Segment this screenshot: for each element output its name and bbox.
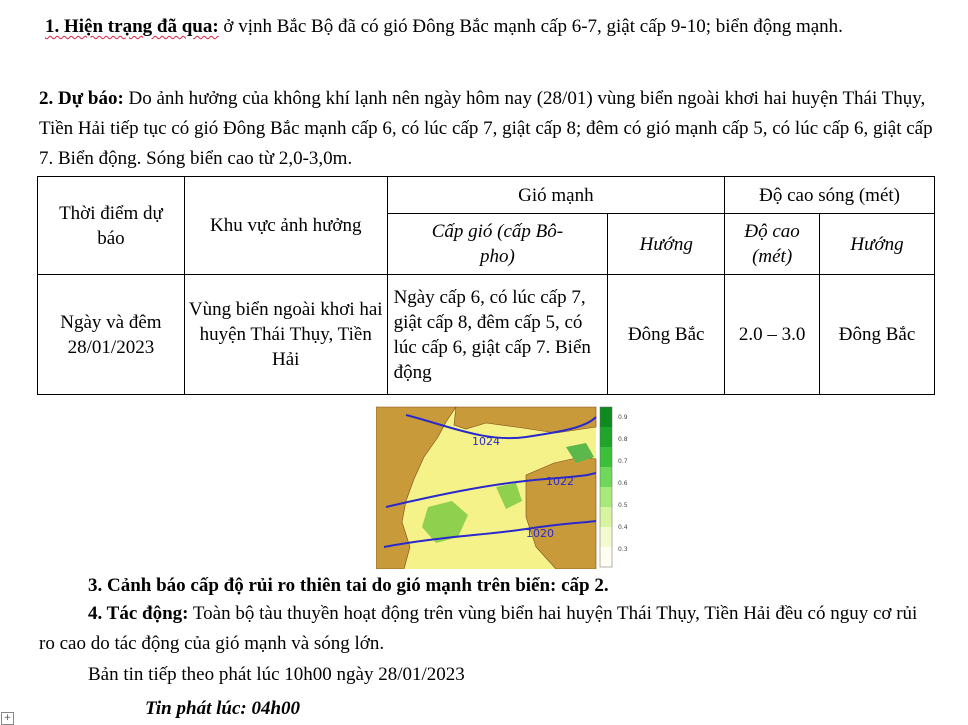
colorbar	[600, 407, 628, 567]
cell-wind-direction: Đông Bắc	[608, 275, 725, 395]
colorbar-tick: 0.6	[618, 480, 628, 487]
next-bulletin-note: Bản tin tiếp theo phát lúc 10h00 ngày 28/01/2023	[88, 664, 465, 685]
section-current-status	[39, 12, 935, 42]
colorbar-tick: 0.7	[618, 458, 628, 465]
section-2-text: Do ảnh hưởng của không khí lạnh nên ngày hôm nay (28/01) vùng biển ngoài khơi hai huyện Thái Thụy, Tiền Hải tiếp tục có gió Đông Bắc mạnh cấp 6, có lúc cấp 7, giật cấp 8; đêm có gió mạnh cấp 5, có lúc cấp 6, giật cấp 7. Biển động. Sóng biển cao từ 2,0-3,0m.	[39, 88, 933, 169]
isobar-label: 1020	[526, 527, 554, 540]
weather-map-image	[376, 397, 644, 569]
section-4-title: 4. Tác động:	[88, 603, 189, 624]
header-wind-direction: Hướng	[608, 214, 725, 275]
header-wave-height: Độ cao sóng (mét)	[725, 177, 935, 214]
cell-wind-level: Ngày cấp 6, có lúc cấp 7, giật cấp 8, đêm cấp 5, có lúc cấp 6, giật cấp 7. Biển động	[387, 275, 608, 395]
section-4-text: Toàn bộ tàu thuyền hoạt động trên vùng biển hai huyện Thái Thụy, Tiền Hải đều có nguy cơ rủi ro cao do tác động của gió mạnh và sóng lớn.	[39, 603, 918, 654]
table-row	[38, 275, 935, 395]
section-risk-warning: 3. Cảnh báo cấp độ rủi ro thiên tai do gió mạnh trên biển: cấp 2.	[88, 575, 609, 596]
isobar-label: 1024	[472, 435, 500, 448]
colorbar-tick: 0.8	[618, 436, 628, 443]
isobar-label: 1022	[546, 475, 574, 488]
header-wave-height-m: Độ cao (mét)	[725, 214, 820, 275]
header-wave-direction: Hướng	[820, 214, 935, 275]
cell-wave-direction: Đông Bắc	[820, 275, 935, 395]
colorbar-tick: 0.4	[618, 524, 628, 531]
section-forecast	[39, 84, 935, 174]
issued-time: Tin phát lúc: 04h00	[145, 698, 301, 719]
section-impact	[39, 599, 935, 659]
colorbar-tick: 0.9	[618, 414, 628, 421]
header-affected-area: Khu vực ảnh hưởng	[184, 177, 387, 275]
section-1-title: 1. Hiện trạng đã qua:	[45, 16, 219, 37]
colorbar-tick: 0.5	[618, 502, 628, 509]
cell-wave-height: 2.0 – 3.0	[725, 275, 820, 395]
header-strong-wind: Gió mạnh	[387, 177, 725, 214]
colorbar-tick: 0.3	[618, 546, 628, 553]
cell-time: Ngày và đêm 28/01/2023	[38, 275, 185, 395]
table-move-handle-icon[interactable]: +	[1, 712, 14, 725]
forecast-table	[37, 176, 935, 395]
cell-area: Vùng biển ngoài khơi hai huyện Thái Thụy, Tiền Hải	[184, 275, 387, 395]
section-2-title: 2. Dự báo:	[39, 88, 124, 109]
header-wind-level: Cấp gió (cấp Bô-pho)	[387, 214, 608, 275]
header-forecast-time: Thời điểm dự báo	[38, 177, 185, 275]
section-1-text: ở vịnh Bắc Bộ đã có gió Đông Bắc mạnh cấp 6-7, giật cấp 9-10; biển động mạnh.	[218, 16, 843, 37]
